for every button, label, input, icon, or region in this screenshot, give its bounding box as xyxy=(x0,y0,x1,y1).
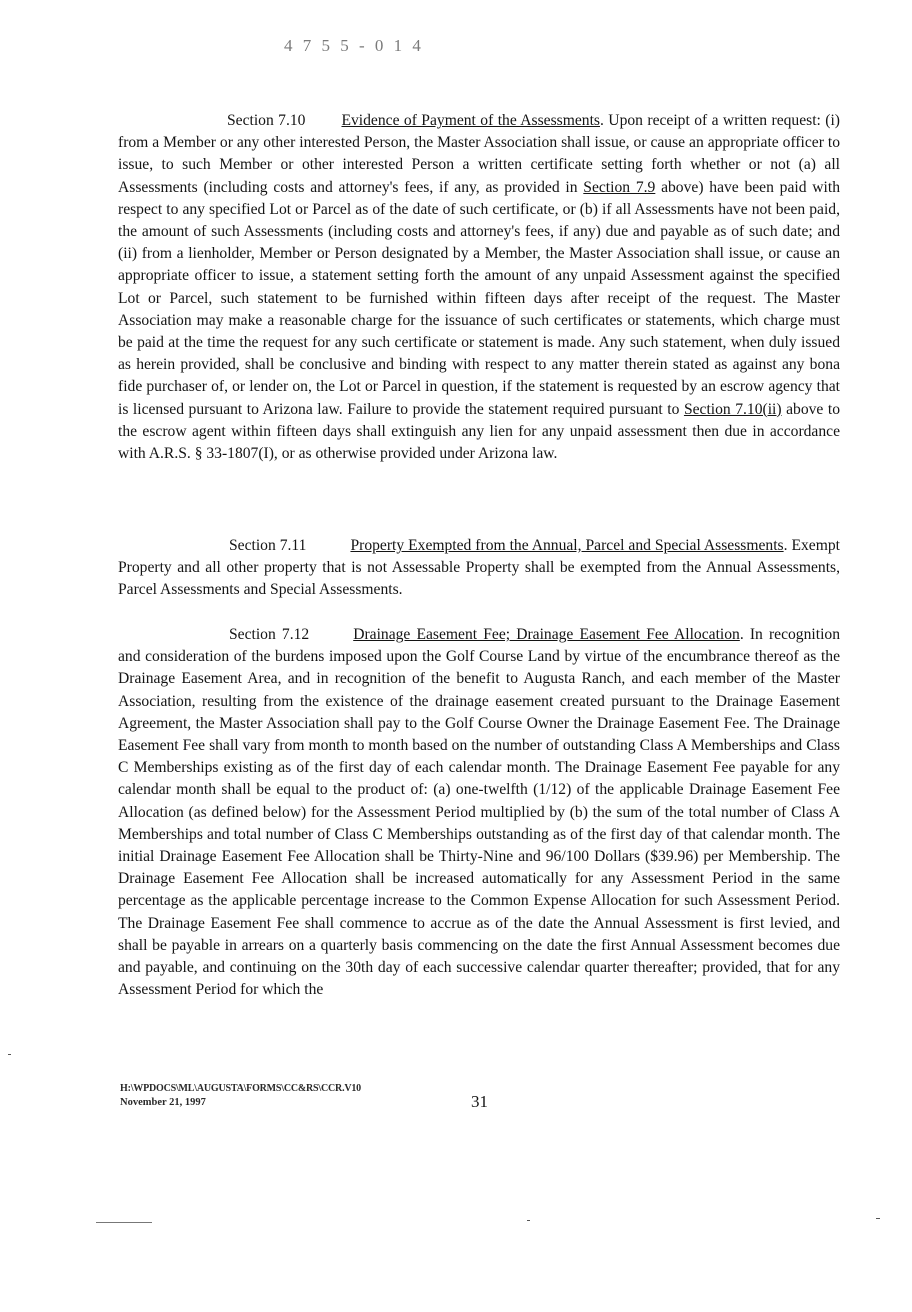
scan-speck xyxy=(876,1218,880,1219)
section-reference: Section 7.10(ii) xyxy=(683,400,782,418)
section-text: above) have been paid with respect to any specified Lot or Parcel as of the date of such certificate, or (b) if all Assessments have not been paid, the amount of such Assessments (including costs and attorney's fees, if any) due and payable as of such date; and (ii) from a lienholder, Member or Person designated by a Member, the Master Association shall issue, or cause an appropriate officer to issue, a statement setting forth the amount of any unpaid Assessment against the specified Lot or Parcel, such statement to be furnished within fifteen days after receipt of the request. The Master Association may make a reasonable charge for the issuance of such certificates or statements, which charge must be paid at the time the request for any such certificate or statement is made. Any such statement, when duly issued as herein provided, shall be conclusive and binding with respect to any matter therein stated as against any bona fide purchaser of, or lender on, the Lot or Parcel in question, if the statement is requested by an escrow agency that is licensed pursuant to Arizona law. Failure to provide the statement required pursuant to xyxy=(118,178,840,418)
section-text: . In recognition and consideration of the burdens imposed upon the Golf Course Land by virtue of the encumbrance thereof as the Drainage Easement Area, and in recognition of the benefit to Augusta Ranch, and each member of the Master Association, resulting from the existence of the drainage easement created pursuant to the Drainage Easement Agreement, the Master Association shall pay to the Golf Course Owner the Drainage Easement Fee. The Drainage Easement Fee shall vary from month to month based on the number of outstanding Class A Memberships and Class C Memberships existing as of the first day of each calendar month. The Drainage Easement Fee payable for any calendar month shall be equal to the product of: (a) one-twelfth (1/12) of the applicable Drainage Easement Fee Allocation (as defined below) for the Assessment Period multiplied by (b) the sum of the total number of Class A Memberships and total number of Class C Memberships outstanding as of the first day of that calendar month. The initial Drainage Easement Fee Allocation shall be Thirty-Nine and 96/100 Dollars ($39.96) per Membership. The Drainage Easement Fee Allocation shall be increased automatically for any Assessment Period in the same percentage as the applicable percentage increase to the Common Expense Allocation for such Assessment Period. The Drainage Easement Fee shall commence to accrue as of the date the Annual Assessment is first levied, and shall be payable in arrears on a quarterly basis commencing on the date the first Annual Assessment becomes due and payable, and continuing on the 30th day of each successive calendar quarter thereafter; provided, that for any Assessment Period for which the xyxy=(118,626,840,999)
section-text: above to the escrow agent within fifteen days shall extinguish any lien for any unpaid assessment then due in accordance with A.R.S. § 33-1807(I), or as otherwise provided under Arizona law. xyxy=(118,400,840,463)
section-number: Section 7.12 xyxy=(229,626,310,643)
section-7-11 xyxy=(118,535,840,602)
section-text: . Exempt Property and all other property that is not Assessable Property shall be exempted from the Annual Assessments, Parcel Assessments and Special Assessments. xyxy=(118,537,840,599)
scan-speck xyxy=(96,1222,152,1223)
section-text: . Upon receipt of a written request: (i) from a Member or any other interested Person, the Master Association shall issue, or cause an appropriate officer to issue, to such Member or other interested Person a written certificate setting forth whether or not (a) all Assessments (including costs and attorney's fees, if any, as provided in xyxy=(118,112,841,196)
section-reference: Section 7.9 xyxy=(583,178,656,196)
section-title: Evidence of Payment of the Assessments xyxy=(341,112,600,129)
section-title: Drainage Easement Fee; Drainage Easement Fee Allocation xyxy=(353,626,740,643)
footer-date: November 21, 1997 xyxy=(120,1097,206,1108)
document-stamp: 4 7 5 5 - 0 1 4 xyxy=(284,36,424,55)
section-7-10 xyxy=(118,110,840,465)
scan-speck xyxy=(527,1220,530,1221)
section-7-12 xyxy=(118,624,840,1001)
scan-speck xyxy=(8,1054,11,1055)
page-number: 31 xyxy=(471,1092,488,1111)
section-number: Section 7.10 xyxy=(227,112,306,129)
footer-file-path: H:\WPDOCS\ML\AUGUSTA\FORMS\CC&RS\CCR.V10 xyxy=(120,1083,361,1094)
section-number: Section 7.11 xyxy=(229,537,307,554)
section-title: Property Exempted from the Annual, Parcel and Special Assessments xyxy=(350,537,784,554)
